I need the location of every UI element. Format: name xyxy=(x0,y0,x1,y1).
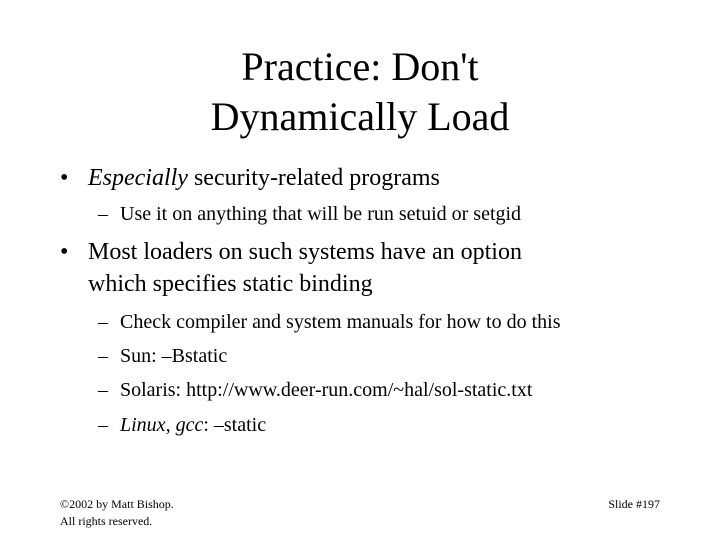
slide-title-line-2: Dynamically Load xyxy=(210,94,510,139)
subbullet-text: Solaris: http://www.deer-run.com/~hal/sol-static.txt xyxy=(120,379,533,401)
subbullet-text: Use it on anything that will be run setuid or setgid xyxy=(120,203,522,225)
gcc-emphasis: gcc xyxy=(175,414,204,436)
linux-emphasis: Linux xyxy=(120,414,166,436)
subbullet-mark: – xyxy=(98,311,108,333)
subbullet-mark: – xyxy=(98,203,108,225)
bullet-rest: security-related programs xyxy=(187,165,440,191)
subbullet-mark: – xyxy=(98,414,108,436)
footer-copyright: ©2002 by Matt Bishop. xyxy=(60,497,174,511)
slide-title xyxy=(0,42,720,142)
slide-title-line-1: Practice: Don't xyxy=(241,44,479,89)
bullet-text-line-1: Most loaders on such systems have an option xyxy=(88,239,522,265)
footer-slide-number: Slide #197 xyxy=(608,497,660,511)
bullet-mark: • xyxy=(60,165,69,191)
subbullet-rest: : –static xyxy=(203,414,267,436)
subbullet-mark: – xyxy=(98,345,108,367)
bullet-emphasis: Especially xyxy=(88,165,188,191)
subbullet-text: Sun: –Bstatic xyxy=(120,345,228,367)
subbullet-mark: – xyxy=(98,379,108,401)
bullet-text-line-2: which specifies static binding xyxy=(88,271,373,297)
bullet-mark: • xyxy=(60,239,69,265)
subbullet-text xyxy=(120,411,266,439)
bullet-text xyxy=(88,162,440,194)
subbullet-text: Check compiler and system manuals for how to do this xyxy=(120,311,561,333)
footer-rights: All rights reserved. xyxy=(60,514,153,528)
separator: , xyxy=(165,414,176,436)
